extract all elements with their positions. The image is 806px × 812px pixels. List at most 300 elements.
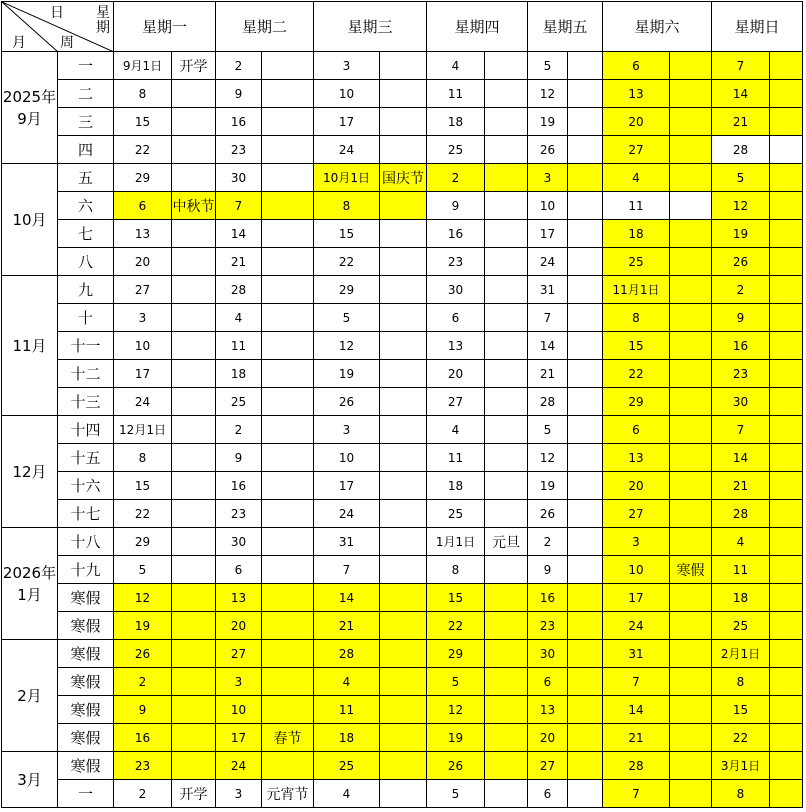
- date-cell: 25: [314, 752, 380, 780]
- note-cell: [568, 192, 603, 220]
- date-cell: 12: [314, 332, 380, 360]
- date-cell: 17: [528, 220, 568, 248]
- week-row: [2, 276, 803, 304]
- week-row: [2, 696, 803, 724]
- date-cell: 30: [427, 276, 485, 304]
- note-cell: [172, 136, 216, 164]
- note-cell: [770, 640, 803, 668]
- date-cell: 3: [603, 528, 670, 556]
- date-cell: 14: [603, 696, 670, 724]
- weekday-header: 星期三: [314, 2, 427, 52]
- date-cell: 7: [314, 556, 380, 584]
- week-number: 十: [58, 304, 114, 332]
- note-cell: [485, 248, 528, 276]
- week-number: 一: [58, 52, 114, 80]
- note-cell: [485, 304, 528, 332]
- week-number: 寒假: [58, 752, 114, 780]
- note-cell: [568, 248, 603, 276]
- corner-xing-label: 星: [96, 5, 110, 21]
- note-cell: [172, 528, 216, 556]
- date-cell: 3: [314, 416, 380, 444]
- date-cell: 6: [528, 668, 568, 696]
- note-cell: [172, 248, 216, 276]
- date-cell: 3: [114, 304, 172, 332]
- weekday-header: 星期一: [114, 2, 216, 52]
- date-cell: 4: [216, 304, 262, 332]
- note-cell: [670, 192, 712, 220]
- note-cell: [568, 360, 603, 388]
- note-cell: [262, 416, 314, 444]
- date-cell: 24: [114, 388, 172, 416]
- note-cell: [568, 500, 603, 528]
- week-number: 十二: [58, 360, 114, 388]
- note-cell: [485, 500, 528, 528]
- note-cell: [568, 220, 603, 248]
- week-number: 寒假: [58, 724, 114, 752]
- date-cell: 15: [603, 332, 670, 360]
- note-cell: [670, 52, 712, 80]
- date-cell: 29: [114, 528, 172, 556]
- note-cell: [770, 528, 803, 556]
- date-cell: 28: [603, 752, 670, 780]
- note-cell: [770, 556, 803, 584]
- note-cell: [770, 584, 803, 612]
- week-number: 十五: [58, 444, 114, 472]
- event-note: 开学: [172, 780, 216, 808]
- date-cell: 21: [216, 248, 262, 276]
- date-cell: 15: [712, 696, 770, 724]
- note-cell: [262, 332, 314, 360]
- note-cell: [568, 304, 603, 332]
- week-number: 十六: [58, 472, 114, 500]
- date-cell: 4: [314, 780, 380, 808]
- note-cell: [380, 220, 427, 248]
- note-cell: [670, 752, 712, 780]
- note-cell: [670, 108, 712, 136]
- note-cell: [380, 332, 427, 360]
- note-cell: [568, 388, 603, 416]
- date-cell: 20: [216, 612, 262, 640]
- date-cell: 7: [216, 192, 262, 220]
- date-cell: 10: [114, 332, 172, 360]
- week-row: [2, 472, 803, 500]
- note-cell: [485, 192, 528, 220]
- date-cell: 22: [114, 500, 172, 528]
- date-cell: 9: [427, 192, 485, 220]
- date-cell: 23: [216, 136, 262, 164]
- date-cell: 12: [528, 80, 568, 108]
- date-cell: 22: [114, 136, 172, 164]
- date-cell: 6: [528, 780, 568, 808]
- note-cell: [172, 80, 216, 108]
- date-cell: 11: [427, 80, 485, 108]
- date-cell: 8: [712, 780, 770, 808]
- date-cell: 22: [712, 724, 770, 752]
- date-cell: 15: [427, 584, 485, 612]
- date-cell: 25: [603, 248, 670, 276]
- note-cell: [380, 388, 427, 416]
- note-cell: [380, 304, 427, 332]
- date-cell: 14: [314, 584, 380, 612]
- date-cell: 2: [216, 416, 262, 444]
- note-cell: [485, 416, 528, 444]
- week-row: [2, 248, 803, 276]
- date-cell: 24: [528, 248, 568, 276]
- note-cell: [485, 360, 528, 388]
- note-cell: [380, 556, 427, 584]
- weekday-header: 星期五: [528, 2, 603, 52]
- date-cell: 5: [427, 780, 485, 808]
- week-row: [2, 612, 803, 640]
- note-cell: [262, 220, 314, 248]
- week-row: [2, 136, 803, 164]
- week-row: [2, 52, 803, 80]
- week-number: 六: [58, 192, 114, 220]
- note-cell: [380, 416, 427, 444]
- date-cell: 10: [314, 444, 380, 472]
- corner-day-label: 日: [50, 5, 64, 21]
- date-cell: 11: [603, 192, 670, 220]
- date-cell: 7: [603, 780, 670, 808]
- week-row: [2, 780, 803, 808]
- note-cell: [485, 444, 528, 472]
- week-number: 十九: [58, 556, 114, 584]
- event-note: 元旦: [485, 528, 528, 556]
- note-cell: [770, 500, 803, 528]
- date-cell: 24: [603, 612, 670, 640]
- date-cell: 26: [114, 640, 172, 668]
- note-cell: [568, 640, 603, 668]
- note-cell: [380, 724, 427, 752]
- note-cell: [172, 220, 216, 248]
- date-cell: 26: [528, 500, 568, 528]
- date-cell: 11: [314, 696, 380, 724]
- week-row: [2, 528, 803, 556]
- date-cell: 24: [216, 752, 262, 780]
- note-cell: [172, 108, 216, 136]
- date-cell: 12: [114, 584, 172, 612]
- week-number: 七: [58, 220, 114, 248]
- date-cell: 26: [427, 752, 485, 780]
- note-cell: [568, 696, 603, 724]
- date-cell: 8: [603, 304, 670, 332]
- date-cell: 20: [603, 472, 670, 500]
- note-cell: [485, 472, 528, 500]
- date-cell: 25: [427, 500, 485, 528]
- date-cell: 9: [114, 696, 172, 724]
- week-row: [2, 388, 803, 416]
- week-number: 十七: [58, 500, 114, 528]
- date-cell: 19: [528, 108, 568, 136]
- note-cell: [670, 220, 712, 248]
- note-cell: [568, 136, 603, 164]
- note-cell: [485, 696, 528, 724]
- note-cell: [172, 752, 216, 780]
- note-cell: [670, 724, 712, 752]
- date-cell: 8: [427, 556, 485, 584]
- note-cell: [670, 640, 712, 668]
- note-cell: [262, 304, 314, 332]
- event-note: 中秋节: [172, 192, 216, 220]
- date-cell: 24: [314, 500, 380, 528]
- date-cell: 18: [603, 220, 670, 248]
- note-cell: [770, 612, 803, 640]
- note-cell: [670, 444, 712, 472]
- date-cell: 28: [314, 640, 380, 668]
- note-cell: [485, 52, 528, 80]
- date-cell: 2: [114, 668, 172, 696]
- week-number: 寒假: [58, 612, 114, 640]
- date-cell: 19: [314, 360, 380, 388]
- date-cell: 27: [114, 276, 172, 304]
- note-cell: [262, 500, 314, 528]
- note-cell: [172, 640, 216, 668]
- date-cell: 11: [216, 332, 262, 360]
- date-cell: 22: [314, 248, 380, 276]
- note-cell: [172, 612, 216, 640]
- date-cell: 15: [314, 220, 380, 248]
- date-cell: 10: [314, 80, 380, 108]
- note-cell: [262, 752, 314, 780]
- note-cell: [485, 136, 528, 164]
- date-cell: 16: [114, 724, 172, 752]
- date-cell: 12: [712, 192, 770, 220]
- note-cell: [670, 696, 712, 724]
- week-number: 一: [58, 780, 114, 808]
- date-cell: 1月1日: [427, 528, 485, 556]
- note-cell: [380, 444, 427, 472]
- week-number: 十三: [58, 388, 114, 416]
- note-cell: [770, 696, 803, 724]
- date-cell: 16: [216, 108, 262, 136]
- date-cell: 23: [114, 752, 172, 780]
- note-cell: [380, 80, 427, 108]
- note-cell: [262, 388, 314, 416]
- date-cell: 5: [528, 416, 568, 444]
- date-cell: 6: [603, 416, 670, 444]
- note-cell: [262, 192, 314, 220]
- date-cell: 13: [603, 444, 670, 472]
- date-cell: 13: [216, 584, 262, 612]
- note-cell: [380, 192, 427, 220]
- week-row: [2, 668, 803, 696]
- note-cell: [670, 332, 712, 360]
- date-cell: 21: [712, 108, 770, 136]
- date-cell: 27: [603, 136, 670, 164]
- note-cell: [770, 136, 803, 164]
- note-cell: [670, 668, 712, 696]
- date-cell: 27: [427, 388, 485, 416]
- note-cell: [380, 248, 427, 276]
- date-cell: 24: [314, 136, 380, 164]
- week-number: 寒假: [58, 640, 114, 668]
- date-cell: 25: [712, 612, 770, 640]
- date-cell: 16: [427, 220, 485, 248]
- date-cell: 19: [528, 472, 568, 500]
- date-cell: 18: [712, 584, 770, 612]
- event-note: 元宵节: [262, 780, 314, 808]
- week-number: 十四: [58, 416, 114, 444]
- note-cell: [670, 80, 712, 108]
- note-cell: [172, 304, 216, 332]
- note-cell: [485, 584, 528, 612]
- note-cell: [262, 136, 314, 164]
- note-cell: [262, 248, 314, 276]
- note-cell: [568, 332, 603, 360]
- note-cell: [568, 276, 603, 304]
- date-cell: 22: [603, 360, 670, 388]
- week-row: [2, 304, 803, 332]
- week-number: 五: [58, 164, 114, 192]
- date-cell: 5: [427, 668, 485, 696]
- date-cell: 23: [528, 612, 568, 640]
- date-cell: 16: [216, 472, 262, 500]
- date-cell: 10月1日: [314, 164, 380, 192]
- note-cell: [262, 80, 314, 108]
- week-number: 寒假: [58, 696, 114, 724]
- event-note: 开学: [172, 52, 216, 80]
- month-label: 10月: [2, 164, 58, 276]
- date-cell: 5: [528, 52, 568, 80]
- date-cell: 27: [216, 640, 262, 668]
- date-cell: 9: [528, 556, 568, 584]
- note-cell: [568, 668, 603, 696]
- date-cell: 21: [528, 360, 568, 388]
- note-cell: [670, 500, 712, 528]
- note-cell: [485, 640, 528, 668]
- date-cell: 7: [712, 52, 770, 80]
- note-cell: [380, 752, 427, 780]
- date-cell: 9: [216, 444, 262, 472]
- date-cell: 26: [712, 248, 770, 276]
- note-cell: [670, 164, 712, 192]
- note-cell: [172, 500, 216, 528]
- date-cell: 20: [603, 108, 670, 136]
- date-cell: 23: [712, 360, 770, 388]
- note-cell: [262, 668, 314, 696]
- week-row: [2, 416, 803, 444]
- week-number: 四: [58, 136, 114, 164]
- date-cell: 26: [528, 136, 568, 164]
- note-cell: [568, 556, 603, 584]
- date-cell: 5: [314, 304, 380, 332]
- note-cell: [380, 668, 427, 696]
- date-cell: 13: [427, 332, 485, 360]
- date-cell: 3: [314, 52, 380, 80]
- week-number: 寒假: [58, 584, 114, 612]
- date-cell: 11月1日: [603, 276, 670, 304]
- date-cell: 30: [216, 528, 262, 556]
- note-cell: [380, 472, 427, 500]
- date-cell: 16: [712, 332, 770, 360]
- note-cell: [770, 332, 803, 360]
- date-cell: 3: [216, 780, 262, 808]
- date-cell: 23: [216, 500, 262, 528]
- header-row: [2, 2, 803, 52]
- note-cell: [568, 780, 603, 808]
- note-cell: [670, 584, 712, 612]
- date-cell: 20: [528, 724, 568, 752]
- date-cell: 2: [712, 276, 770, 304]
- date-cell: 4: [427, 416, 485, 444]
- event-note: 春节: [262, 724, 314, 752]
- date-cell: 22: [427, 612, 485, 640]
- date-cell: 18: [427, 472, 485, 500]
- date-cell: 18: [216, 360, 262, 388]
- week-row: [2, 724, 803, 752]
- date-cell: 19: [114, 612, 172, 640]
- date-cell: 30: [712, 388, 770, 416]
- month-label: 3月: [2, 752, 58, 808]
- week-row: [2, 108, 803, 136]
- date-cell: 30: [528, 640, 568, 668]
- date-cell: 14: [216, 220, 262, 248]
- note-cell: [670, 612, 712, 640]
- week-number: 寒假: [58, 668, 114, 696]
- week-row: [2, 80, 803, 108]
- date-cell: 25: [216, 388, 262, 416]
- date-cell: 18: [314, 724, 380, 752]
- note-cell: [172, 360, 216, 388]
- date-cell: 12: [528, 444, 568, 472]
- date-cell: 13: [603, 80, 670, 108]
- note-cell: [262, 360, 314, 388]
- note-cell: [262, 612, 314, 640]
- date-cell: 21: [603, 724, 670, 752]
- note-cell: [380, 612, 427, 640]
- date-cell: 6: [603, 52, 670, 80]
- note-cell: [262, 584, 314, 612]
- note-cell: [770, 388, 803, 416]
- week-number: 十一: [58, 332, 114, 360]
- week-row: [2, 444, 803, 472]
- month-label: 2026年1月: [2, 528, 58, 640]
- date-cell: 4: [603, 164, 670, 192]
- note-cell: [172, 724, 216, 752]
- date-cell: 29: [603, 388, 670, 416]
- note-cell: [380, 276, 427, 304]
- note-cell: [770, 108, 803, 136]
- date-cell: 9: [712, 304, 770, 332]
- note-cell: [172, 276, 216, 304]
- note-cell: [380, 584, 427, 612]
- date-cell: 21: [314, 612, 380, 640]
- date-cell: 17: [114, 360, 172, 388]
- week-number: 九: [58, 276, 114, 304]
- date-cell: 14: [528, 332, 568, 360]
- date-cell: 28: [712, 136, 770, 164]
- date-cell: 17: [314, 472, 380, 500]
- note-cell: [172, 388, 216, 416]
- week-row: [2, 556, 803, 584]
- week-row: [2, 640, 803, 668]
- date-cell: 7: [603, 668, 670, 696]
- date-cell: 6: [216, 556, 262, 584]
- weekday-header: 星期二: [216, 2, 314, 52]
- date-cell: 14: [712, 80, 770, 108]
- date-cell: 4: [427, 52, 485, 80]
- weekday-header: 星期六: [603, 2, 712, 52]
- month-label: 11月: [2, 276, 58, 416]
- week-number: 八: [58, 248, 114, 276]
- note-cell: [172, 668, 216, 696]
- date-cell: 17: [216, 724, 262, 752]
- note-cell: [485, 164, 528, 192]
- date-cell: 2: [216, 52, 262, 80]
- date-cell: 9: [216, 80, 262, 108]
- note-cell: [670, 248, 712, 276]
- note-cell: [380, 528, 427, 556]
